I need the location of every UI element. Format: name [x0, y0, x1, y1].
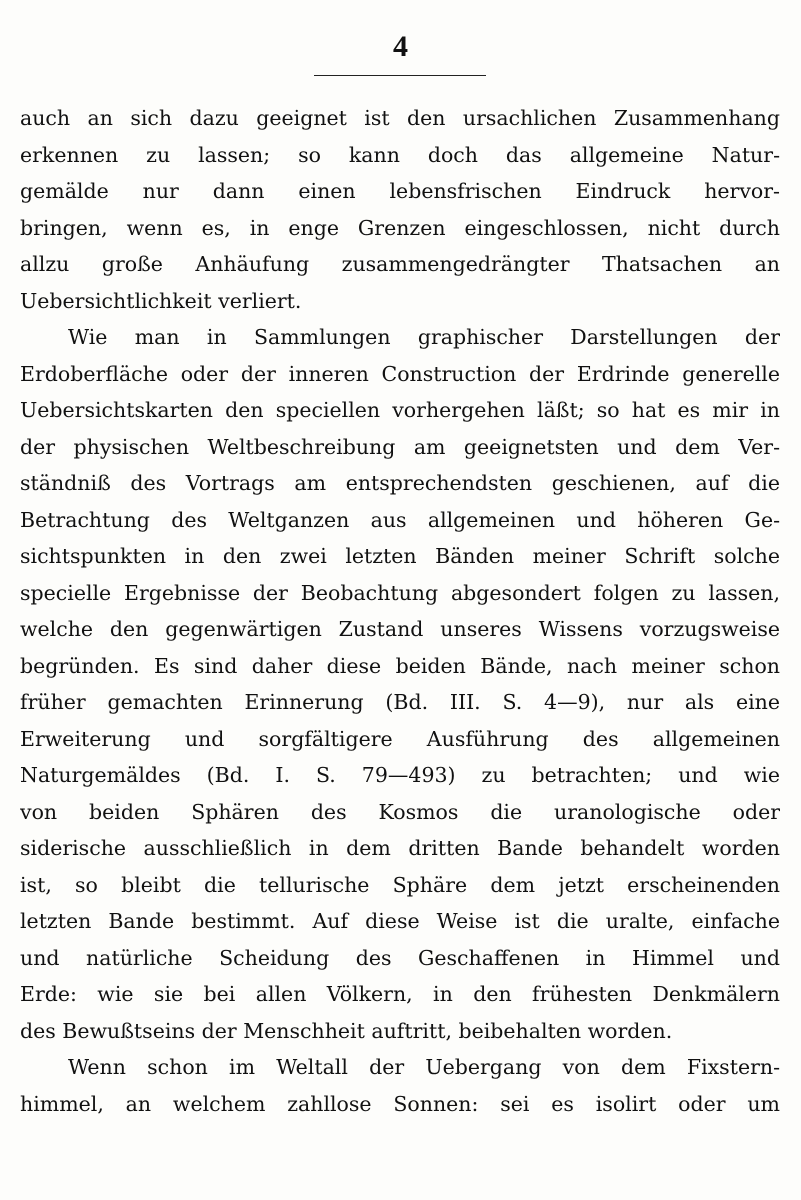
text-line: welche den gegenwärtigen Zustand unseres Wissens vorzugsweise: [20, 617, 780, 641]
text-line: der physischen Weltbeschreibung am geeignetsten und dem Ver-: [20, 434, 780, 459]
text-line: Naturgemäldes (Bd. I. S. 79—493) zu betrachten; und wie: [20, 763, 780, 787]
text-line: bringen, wenn es, in enge Grenzen eingeschlossen, nicht durch: [20, 215, 780, 240]
text-line: auch an sich dazu geeignet ist den ursachlichen Zusammenhang: [20, 106, 780, 130]
text-line: Betrachtung des Weltganzen aus allgemeinen und höheren Ge-: [20, 507, 780, 532]
text-line: ständniß des Vortrags am entsprechendsten geschienen, auf die: [20, 471, 780, 495]
text-line: des Bewußtseins der Menschheit auftritt, beibehalten worden.: [20, 1018, 673, 1043]
text-line: Erweiterung und sorgfältigere Ausführung des allgemeinen: [20, 726, 780, 751]
text-line: allzu große Anhäufung zusammengedrängter Thatsachen an: [20, 252, 780, 276]
body-text: [20, 100, 780, 1122]
text-line: und natürliche Scheidung des Geschaffenen in Himmel und: [20, 945, 780, 970]
text-line: himmel, an welchem zahllose Sonnen: sei es isolirt oder um: [20, 1091, 780, 1116]
text-line: ist, so bleibt die tellurische Sphäre dem jetzt erscheinenden: [20, 872, 780, 897]
text-line: siderische ausschließlich in dem dritten Bande behandelt worden: [20, 836, 780, 860]
text-line: sichtspunkten in den zwei letzten Bänden meiner Schrift solche: [20, 544, 780, 568]
text-line: Uebersichtskarten den speciellen vorhergehen läßt; so hat es mir in: [20, 398, 780, 422]
header-rule: [314, 75, 486, 76]
text-line: Uebersichtlichkeit verliert.: [20, 288, 302, 313]
text-line: gemälde nur dann einen lebensfrischen Eindruck hervor-: [20, 179, 780, 203]
text-line: specielle Ergebnisse der Beobachtung abgesondert folgen zu lassen,: [20, 580, 780, 605]
text-line: Wenn schon im Weltall der Uebergang von dem Fixstern-: [68, 1055, 780, 1079]
text-line: von beiden Sphären des Kosmos die uranologische oder: [20, 799, 780, 824]
text-line: Erde: wie sie bei allen Völkern, in den frühesten Denkmälern: [20, 982, 780, 1006]
text-line: Erdoberfläche oder der inneren Construction der Erdrinde generelle: [20, 361, 780, 386]
text-line: Wie man in Sammlungen graphischer Darstellungen der: [68, 325, 780, 349]
text-line: letzten Bande bestimmt. Auf diese Weise ist die uralte, einfache: [20, 909, 780, 933]
text-line: früher gemachten Erinnerung (Bd. III. S. 4—9), nur als eine: [20, 690, 780, 714]
text-line: erkennen zu lassen; so kann doch das allgemeine Natur-: [20, 142, 780, 167]
page-number: 4: [393, 30, 408, 63]
text-line: begründen. Es sind daher diese beiden Bände, nach meiner schon: [20, 653, 780, 678]
